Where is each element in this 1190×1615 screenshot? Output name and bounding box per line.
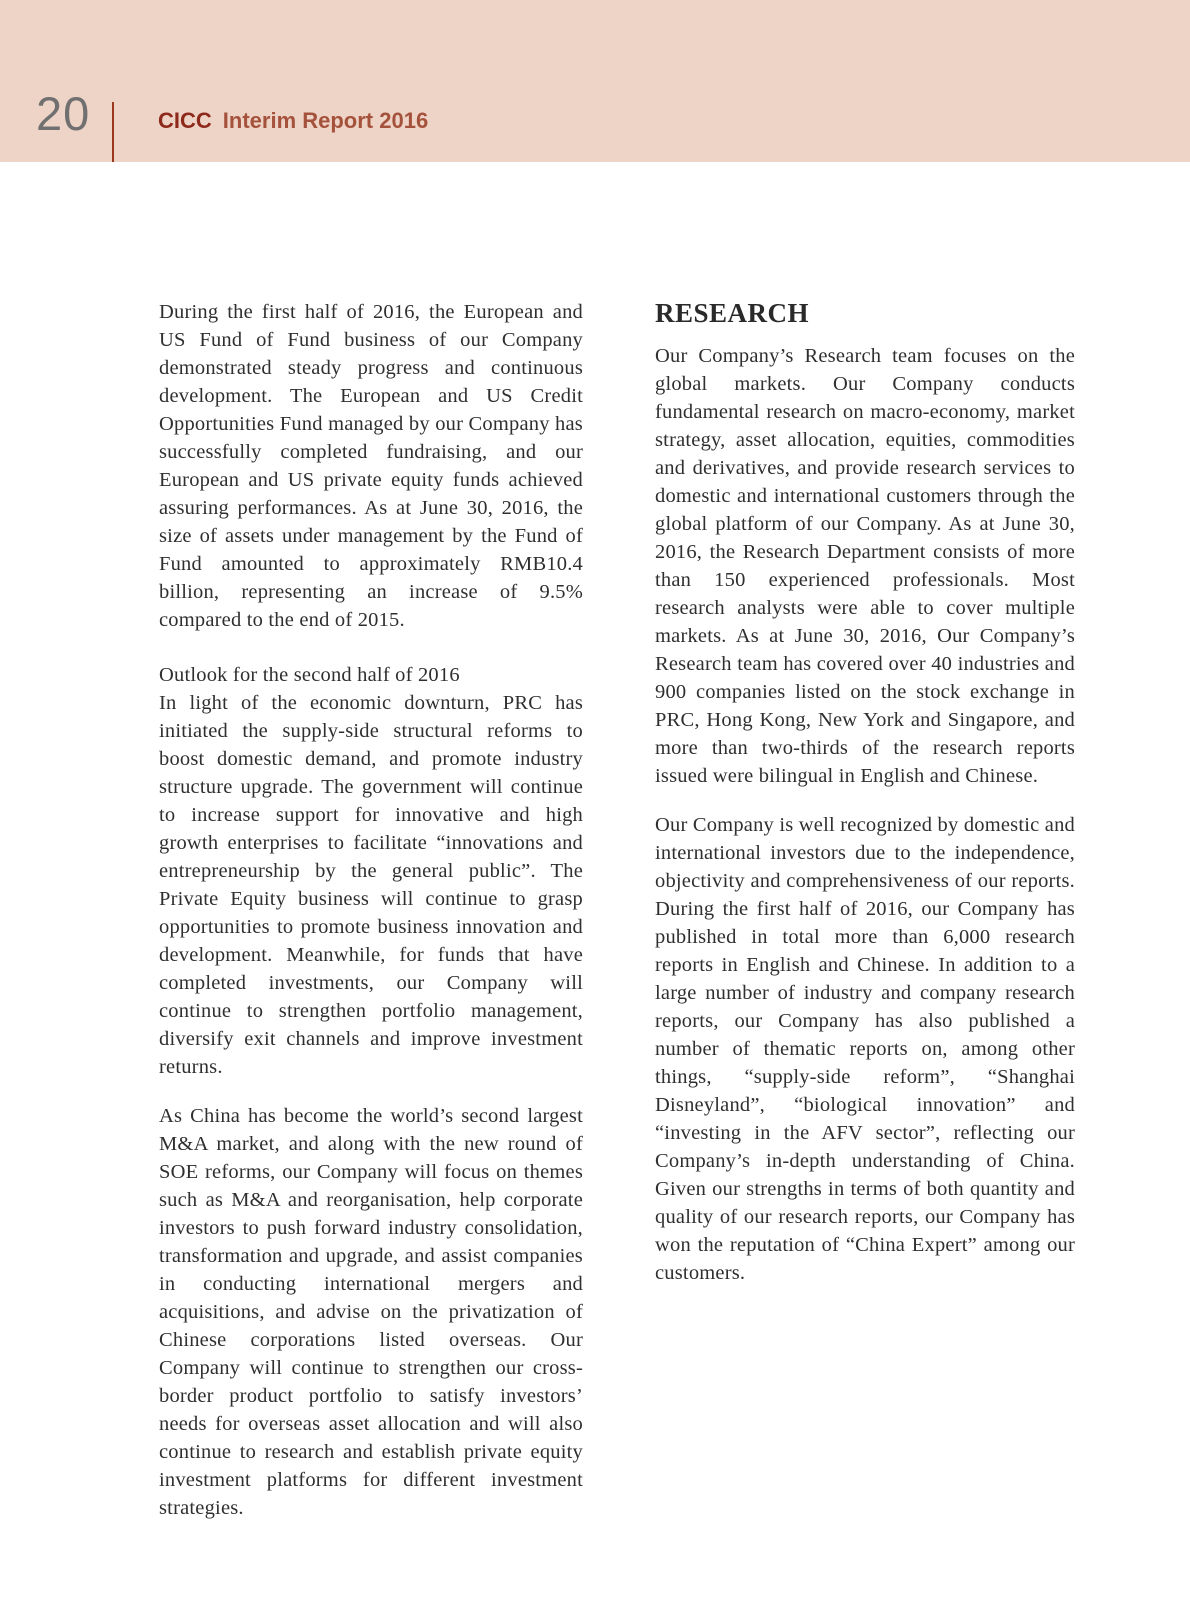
paragraph-outlook: In light of the economic downturn, PRC has initiated the supply-side structural reforms to boost domestic demand, and promote industry structure upgrade. The government will continue to increase support for innovative and high growth enterprises to facilitate “innovations and entrepreneurship by the general public”. The Private Equity business will continue to grasp opportunities to promote business innovation and development. Meanwhile, for funds that have completed investments, our Company will continue to strengthen portfolio management, diversify exit channels and improve investment returns.	[159, 692, 583, 1078]
paragraph-research-team: Our Company’s Research team focuses on the global markets. Our Company conducts fundamental research on macro-economy, market strategy, asset allocation, equities, commodities and derivatives, and provide research services to domestic and international customers through the global platform of our Company. As at June 30, 2016, the Research Department consists of more than 150 experienced professionals. Most research analysts were able to cover multiple markets. As at June 30, 2016, Our Company’s Research team has covered over 40 industries and 900 companies listed on the stock exchange in PRC, Hong Kong, New York and Singapore, and more than two-thirds of the research reports issued were bilingual in English and Chinese.	[655, 345, 1075, 787]
header-title	[158, 109, 428, 133]
brand-name: CICC	[158, 108, 212, 133]
paragraph-research-reports: Our Company is well recognized by domestic and international investors due to the independence, objectivity and comprehensiveness of our reports. During the first half of 2016, our Company has published in total more than 6,000 research reports in English and Chinese. In addition to a large number of industry and company research reports, our Company has also published a number of thematic reports on, among other things, “supply-side reform”, “Shanghai Disneyland”, “biological innovation” and “investing in the AFV sector”, reflecting our Company’s in-depth understanding of China. Given our strengths in terms of both quantity and quality of our research reports, our Company has won the reputation of “China Expert” among our customers.	[655, 814, 1075, 1284]
paragraph-ma-strategy: As China has become the world’s second largest M&A market, and along with the new round of SOE reforms, our Company will focus on themes such as M&A and reorganisation, help corporate investors to push forward industry consolidation, transformation and upgrade, and assist companies in conducting international mergers and acquisitions, and advise on the privatization of Chinese corporations listed overseas. Our Company will continue to strengthen our cross-border product portfolio to satisfy investors’ needs for overseas asset allocation and will also continue to research and establish private equity investment platforms for different investment strategies.	[159, 1105, 583, 1519]
right-column	[655, 298, 1075, 1308]
page-number: 20	[36, 87, 91, 140]
page-header-band	[0, 0, 1190, 162]
section-heading-research: RESEARCH	[655, 298, 810, 328]
left-column	[159, 298, 583, 1543]
report-title: Interim Report 2016	[222, 108, 429, 133]
subheading-outlook: Outlook for the second half of 2016	[159, 664, 460, 686]
paragraph-fund-of-fund: During the first half of 2016, the European and US Fund of Fund business of our Company demonstrated steady progress and continuous development. The European and US Credit Opportunities Fund managed by our Company has successfully completed fundraising, and our European and US private equity funds achieved assuring performances. As at June 30, 2016, the size of assets under management by the Fund of Fund amounted to approximately RMB10.4 billion, representing an increase of 9.5% compared to the end of 2015.	[159, 301, 583, 631]
header-divider-line	[112, 102, 114, 162]
